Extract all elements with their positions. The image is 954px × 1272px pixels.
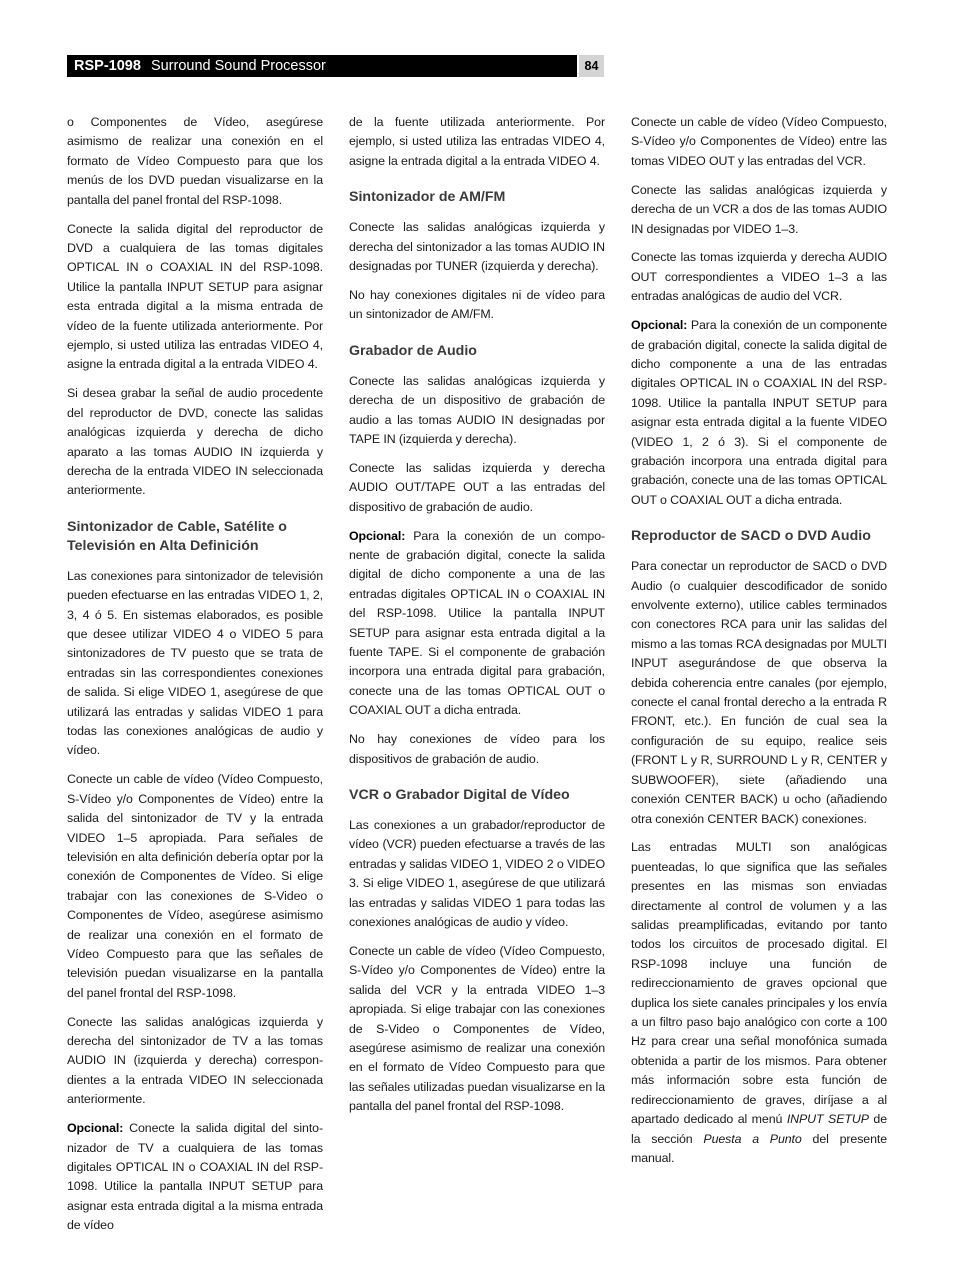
- paragraph: [631, 316, 887, 510]
- paragraph: [631, 838, 887, 1168]
- column-1: [67, 113, 323, 1245]
- model-name: RSP-1098: [74, 58, 141, 74]
- paragraph: Conecte un cable de vídeo (Vídeo Compuesto, S-Vídeo y/o Componentes de Vídeo) entre la salida del VCR y la entrada VIDEO 1–3 apropiada. Si elige trabajar con las conexiones de S-Video o Componentes de Vídeo, asegúrese asimismo de realizar una conexión en el formato de Vídeo Compuesto para que las señales utilizadas puedan visualizarse en la pantalla del panel frontal del RSP-1098.: [349, 943, 605, 1114]
- paragraph: Conecte las salidas analógicas izquierda y derecha del sintonizador a las tomas AUDIO IN designadas por TUNER (izquierda y derecha).: [349, 220, 605, 274]
- paragraph-text: Las entradas MULTI son analógicas puenteadas, lo que significa que las señales presentes en las mismas son enviadas directamente al control de volumen y a las salidas preamplificadas, evitando por tanto todos los circuitos de procesado digital. El RSP-1098 incluye una función de redireccionamiento de graves opcional que duplica los siete canales principales y los envía a un filtro paso bajo analógico con corte a 100 Hz para crear una señal monofónica sumada obtenida a partir de los mismos. Para obtener más información sobre esta función de redireccionamiento de graves, diríjase a al apartado dedicado al menú: [631, 840, 887, 1127]
- section-heading: Sintonizador de AM/FM: [349, 189, 506, 206]
- paragraph: [67, 1119, 323, 1235]
- section-name: Puesta a Punto: [703, 1131, 802, 1146]
- column-2: [349, 113, 605, 1126]
- paragraph: de la fuente utilizada anteriormente. Por ejemplo, si usted utiliza las entradas VIDEO 4, asigne la entrada digital a la entrada VIDEO 4.: [349, 115, 605, 168]
- menu-name: INPUT SETUP: [786, 1112, 869, 1127]
- paragraph: Conecte las salidas analógicas izquierda y derecha de un dispositivo de grabación de audio a las tomas AUDIO IN designadas por TAPE IN (izquierda y derecha).: [349, 373, 605, 446]
- document-title: Surround Sound Processor: [150, 58, 326, 74]
- optional-label: Opcional:: [67, 1121, 124, 1136]
- page-number: 84: [579, 55, 604, 77]
- paragraph: [349, 527, 605, 721]
- optional-label: Opcional:: [631, 318, 688, 333]
- page-header: [67, 55, 577, 77]
- paragraph-text: de la sección: [631, 1112, 887, 1146]
- paragraph: Conecte las salidas analógicas izquierda y derecha de un VCR a dos de las tomas AUDIO IN designadas por VIDEO 1–3.: [631, 182, 887, 236]
- paragraph: o Componentes de Vídeo, asegúrese asimismo de realizar una conexión en el formato de Vídeo Compuesto para que los menús de los DVD puedan visualizarse en la pantalla del panel frontal del RSP-1098.: [67, 115, 323, 207]
- paragraph: Conecte las tomas izquierda y derecha AUDIO OUT correspondientes a VIDEO 1–3 a las entradas analógicas de audio del VCR.: [631, 250, 887, 304]
- paragraph-text: Para la conexión de un componente de grabación digital, conecte la salida digital de dicho componente a una de las entradas digitales OPTICAL IN o COAXIAL IN del RSP-1098. Utilice la pantalla INPUT SETUP para asignar esta entrada digital a la fuente VIDEO (VIDEO 1, 2 ó 3). Si el componente de grabación incorpora una entrada digital para grabación, conecte una de las tomas OPTICAL OUT o COAXIAL OUT a dicha entrada.: [631, 318, 887, 507]
- paragraph: Conecte las salidas izquierda y derecha AUDIO OUT/TAPE OUT a las entradas del dispositivo de grabación de audio.: [349, 460, 605, 514]
- paragraph: Conecte la salida digital del reproductor de DVD a cualquiera de las tomas digitales OPTICAL IN o COAXIAL IN del RSP-1098. Utilice la pantalla INPUT SETUP para asignar esta entrada digital a la misma entrada de vídeo de la fuente utilizada anteriormente. Por ejemplo, si usted utiliza las entradas VIDEO 4, asigne la entrada digital a la entrada VIDEO 4.: [67, 221, 323, 372]
- paragraph: No hay conexiones digitales ni de vídeo para un sintonizador de AM/FM.: [349, 287, 605, 322]
- paragraph: No hay conexiones de vídeo para los dispositivos de grabación de audio.: [349, 732, 605, 766]
- paragraph: Conecte las salidas analógicas izquierda y derecha del sintonizador de TV a las tomas AUDIO IN (izquierda y derecha) correspon-dientes a la entrada VIDEO IN seleccionada anteriormente.: [67, 1014, 323, 1107]
- paragraph: Para conectar un reproductor de SACD o DVD Audio (o cualquier descodificador de sonido envolvente externo), utilice cables terminados con conectores RCA para unir las salidas del mismo a las tomas RCA designadas por MULTI INPUT asegurándose de que observa la debida coherencia entre canales (por ejemplo, conecte el canal frontal derecho a la entrada R FRONT, etc.). En función de cual sea la configuración de su equipo, realice seis (FRONT L y R, SURROUND L y R, CENTER y SUBWOOFER), siete (añadiendo una conexión CENTER BACK) u ocho (añadiendo otra conexión CENTER BACK) conexiones.: [631, 559, 887, 826]
- paragraph-text: del presente manual.: [631, 1131, 888, 1165]
- paragraph-text: Para la conexión de un compo-nente de grabación digital, conecte la salida digital de dicho componente a una de las entradas digitales OPTICAL IN o COAXIAL IN del RSP-1098. Utilice la pantalla INPUT SETUP para asignar esta entrada digital a la fuente TAPE. Si el componente de grabación incorpora una entrada digital para grabación, conecte una de las tomas OPTICAL OUT o COAXIAL OUT a dicha entrada.: [349, 528, 606, 718]
- paragraph-text: Conecte la salida digital del sinto-nizador de TV a cualquiera de las tomas digitales OPTICAL IN o COAXIAL IN del RSP-1098. Utilice la pantalla INPUT SETUP para asignar esta entrada digital a la misma entrada de vídeo: [67, 1121, 323, 1233]
- section-heading: VCR o Grabador Digital de Vídeo: [349, 786, 570, 803]
- paragraph: Si desea grabar la señal de audio procedente del reproductor de DVD, conecte las salidas analógicas izquierda y derecha de dicho aparato a las tomas AUDIO IN izquierda y derecha de la entrada VIDEO IN seleccionada anteriormente.: [67, 386, 323, 498]
- paragraph: Conecte un cable de vídeo (Vídeo Compuesto, S-Vídeo y/o Componentes de Vídeo) entre la salida del sintonizador de TV y la entrada VIDEO 1–5 apropiada. Para señales de televisión en alta definición debería optar por la conexión de Componentes de Vídeo. Si elige trabajar con las conexiones de S-Video o Componentes de Vídeo, asegúrese asimismo de realizar una conexión en el formato de Vídeo Compuesto para que las señales de televisión puedan visualizarse en la pantalla del panel frontal del RSP-1098.: [67, 772, 323, 1000]
- paragraph: Conecte un cable de vídeo (Vídeo Compuesto, S-Vídeo y/o Componentes de Vídeo) entre las tomas VIDEO OUT y las entradas del VCR.: [631, 115, 887, 168]
- optional-label: Opcional:: [349, 528, 406, 543]
- column-3: [631, 113, 887, 1178]
- section-heading: Sintonizador de Cable, Satélite o Televisión en Alta Definición: [67, 518, 287, 554]
- section-heading: Reproductor de SACD o DVD Audio: [631, 528, 871, 545]
- section-heading: Grabador de Audio: [349, 342, 477, 359]
- paragraph: Las conexiones a un grabador/reproductor de vídeo (VCR) pueden efectuarse a través de las entradas y salidas VIDEO 1, VIDEO 2 o VIDEO 3. Si elige VIDEO 1, asegúrese de que utilizará las entradas y salidas VIDEO 1 para todas las conexiones analógicas de audio y vídeo.: [349, 817, 606, 929]
- paragraph: Las conexiones para sintonizador de televisión pueden efectuarse en las entradas VIDEO 1, 2, 3, 4 ó 5. En sistemas elaborados, es posible que desee utilizar VIDEO 4 o VIDEO 5 para sintonizadores de TV puesto que se trata de entradas sin las correspondientes conexiones de salida. Si elige VIDEO 1, asegúrese de que utilizará las entradas y salidas VIDEO 1 para todas las conexiones analógicas de audio y vídeo.: [67, 568, 323, 758]
